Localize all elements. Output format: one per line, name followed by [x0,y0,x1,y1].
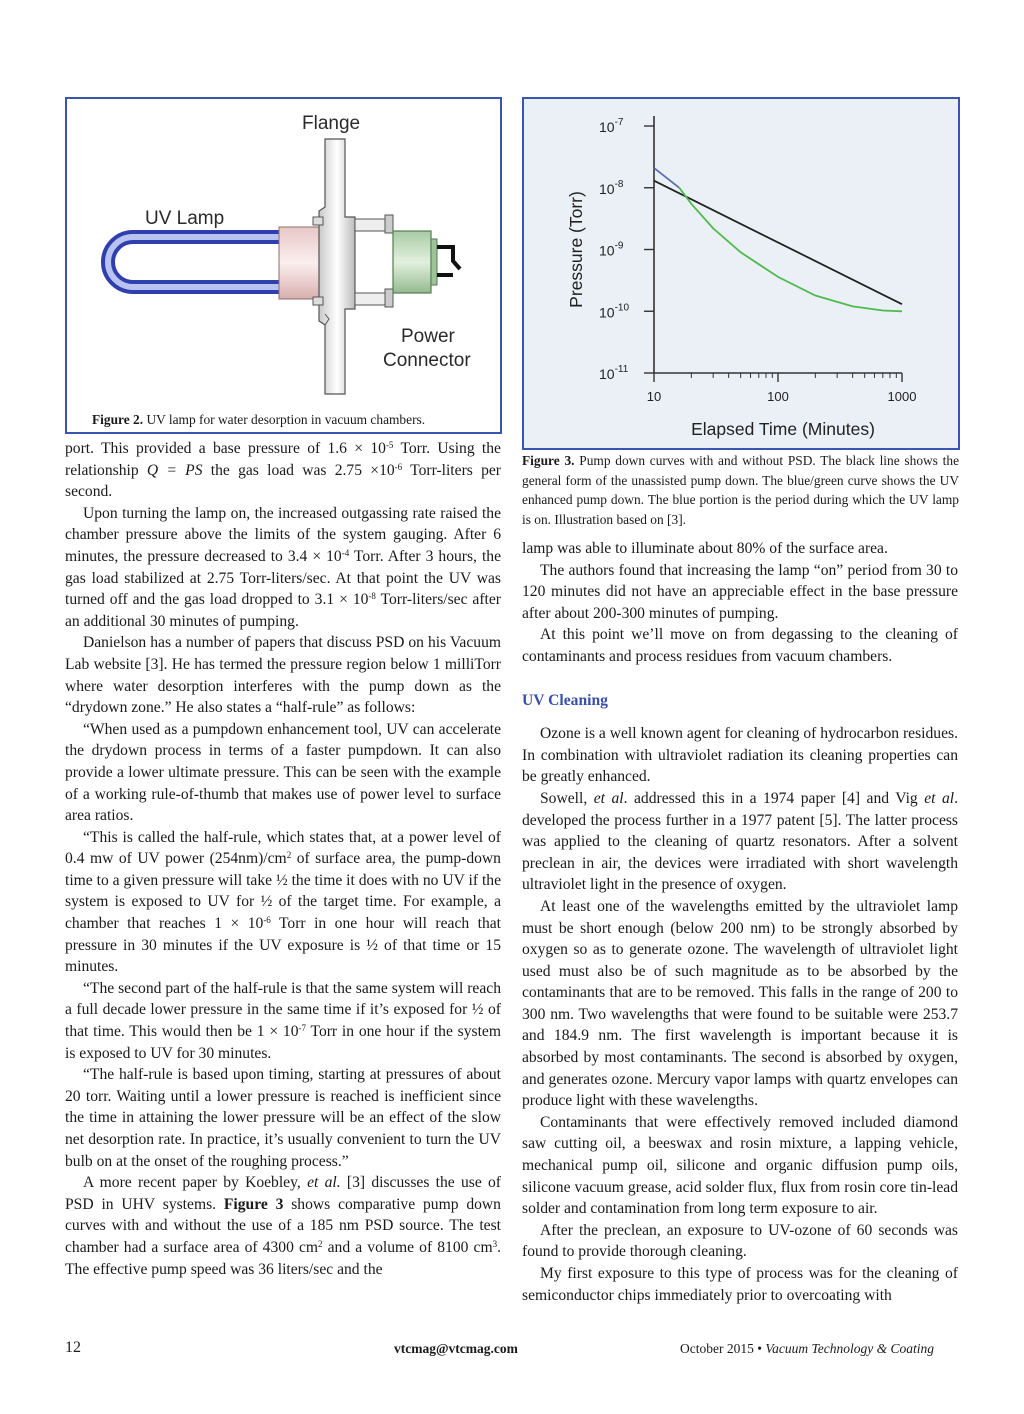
paragraph: Upon turning the lamp on, the increased outgassing rate raised the chamber pressure above the limits of the system gauging. After 6 minutes, the pressure decreased to $3.4 \times 10^{-4}$ Torr. After 3 hours, the gas load stabilized at 2.75 Torr-liters/sec. At that point the UV was turned off and the gas load dropped to $3.1 \times 10^{-8}$ Torr-liters/sec after an additional 30 minutes of pumping. [65,504,501,630]
uv-lamp-tube [108,237,285,287]
power-cable [437,247,460,275]
paragraph: Sowell, et al. addressed this in a 1974 paper [4] and Vig et al. developed the process further in a 1977 patent [5]. The latter process was applied to the cleaning of quartz resonators. After a solvent preclean in air, the devices were irradiated with short wavelength ultraviolet light in the presence of oxygen. [522,789,958,894]
paragraph: My first exposure to this type of process was for the cleaning of semiconductor chips immediately prior to overcoating with [522,1265,958,1304]
y-tick-label: $10^{-8}$ [599,178,624,197]
footer-issue: October 2015 • Vacuum Technology & Coating [680,1341,934,1356]
paragraph: At this point we’ll move on from degassing to the cleaning of contaminants and process residues from vacuum chambers. [522,626,958,665]
power-connector [393,231,431,293]
uv-lamp-diagram [67,99,500,432]
lamp-base [279,227,319,299]
figure-2-caption: Figure 2. UV lamp for water desorption in vacuum chambers. [92,412,426,427]
label-flange: Flange [302,113,361,134]
footer-email: vtcmag@vtcmag.com [394,1341,518,1356]
figure-3-caption: Figure 3. Pump down curves with and without PSD. The black line shows the general form of the unassisted pump down. The blue/green curve shows the UV enhanced pump down. The blue portion is the period during which the UV lamp is on. Illustration based on [3]. [522,453,960,527]
paragraph: Ozone is a well known agent for cleaning of hydrocarbon residues. In combination with ultraviolet radiation its cleaning properties can be greatly enhanced. [522,725,958,786]
paragraph: “The half-rule is based upon timing, starting at pressures of about 20 torr. Waiting until a lower pressure is reached is inefficient since the time in attaining the lower pressure will be an effect of the slow net desorption rate. In practice, it’s usually convenient to turn the UV bulb on at the onset of the roughing process.” [65,1066,501,1170]
section-heading: UV Cleaning [522,691,608,709]
left-column [65,438,501,1280]
y-tick-label: $10^{-7}$ [599,117,624,135]
paragraph: A more recent paper by Koebley, et al. [3] discusses the use of PSD in UHV systems. Figure 3 shows comparative pump down curves with and without the use of a 185 nm PSD source. The test chamber had a surface area of 4300 $cm^2$ and a volume of 8100 $cm^3$. The effective pump speed was 36 liters/sec and the [65,1174,502,1278]
x-tick-label: 10 [646,389,662,404]
label-power: Power [401,326,455,347]
figure-2 [65,97,502,434]
x-tick-label: 100 [767,389,789,404]
page-number: 12 [65,1339,81,1356]
chart-labels [566,117,916,439]
paragraph: “This is called the half-rule, which states that, at a power level of 0.4 mw of UV power $(254nm)/cm^2$ of surface area, the pump-down time to a given pressure will take ½ the time it does with no UV if the system is exposed to UV for ½ of the target time. For example, a chamber that reaches $1 \times 10^{-6}$ Torr in one hour will reach that pressure in 30 minutes if the UV exposure is ½ of that time or 15 minutes. [65,828,502,976]
pump-down-chart [524,99,958,448]
y-tick-label: $10^{-10}$ [599,302,630,321]
y-axis-label: Pressure (Torr) [566,191,586,308]
figure-3 [522,97,960,450]
paragraph: Contaminants that were effectively removed included diamond saw cutting oil, a beeswax and rosin mixture, a lapping vehicle, mechanical pump oil, silicone and organic diffusion pump oils, silicone vacuum grease, acid solder flux, flux from rosin core tin-lead solder and contamination from long term exposure to air. [522,1113,958,1218]
x-tick-label: 1000 [887,389,917,404]
paragraph: After the preclean, an exposure to UV-ozone of 60 seconds was found to provide thorough cleaning. [522,1221,958,1261]
paragraph: “The second part of the half-rule is that the same system will reach a full decade lower pressure in the same time if it’s exposed for ½ of that time. This would then be $1 \times 10^{-7}$ Torr in one hour if the system is exposed to UV for 30 minutes. [65,979,501,1062]
right-column [522,538,958,1306]
y-tick-label: $10^{-11}$ [599,364,629,382]
series-line-0 [654,181,902,305]
flange [319,139,355,394]
paragraph: “When used as a pumpdown enhancement tool, UV can accelerate the drydown process in terms of a faster pumpdown. It can also provide a lower ultimate pressure. This can be seen with the example of a working rule-of-thumb that makes use of power level to surface area ratios. [65,720,501,825]
paragraph: lamp was able to illuminate about 80% of the surface area. [522,540,888,557]
y-tick-label: $10^{-9}$ [599,240,624,259]
x-axis-label: Elapsed Time (Minutes) [691,419,875,439]
paragraph: At least one of the wavelengths emitted by the ultraviolet lamp must be short enough (below 200 nm) to be strongly absorbed by oxygen so as to generate ozone. The wavelength of ultraviolet light used must also be of such magnitude as to be absorbed by the contaminants that are to be removed. This falls in the range of 200 to 300 nm. Two wavelengths that were found to be suitable were 253.7 and 184.9 nm. The first wavelength is important because it is absorbed by most contaminants. The second is absorbed by oxygen, and generates ozone. Mercury vapor lamps with quartz envelopes can produce light with these wavelengths. [522,897,958,1110]
chart-axes [644,116,902,382]
paragraph: Danielson has a number of papers that discuss PSD on his Vacuum Lab website [3]. He has termed the pressure region below 1 milliTorr where water desorption interferes with the pump down as the “drydown zone.” He also states a “half-rule” as follows: [65,634,501,717]
paragraph: The authors found that increasing the lamp “on” period from 30 to 120 minutes did not have an appreciable effect in the base pressure after about 200-300 minutes of pumping. [522,561,958,622]
chart-series [654,168,902,311]
paragraph: port. This provided a base pressure of $1.6 \times 10^{-5}$ Torr. Using the relationship Q = PS the gas load was $2.75 \times 10^{-6}$ Torr-liters per second. [65,440,501,501]
series-line-1 [654,168,679,188]
label-uv-lamp: UV Lamp [145,208,225,229]
label-connector: Connector [383,350,471,371]
